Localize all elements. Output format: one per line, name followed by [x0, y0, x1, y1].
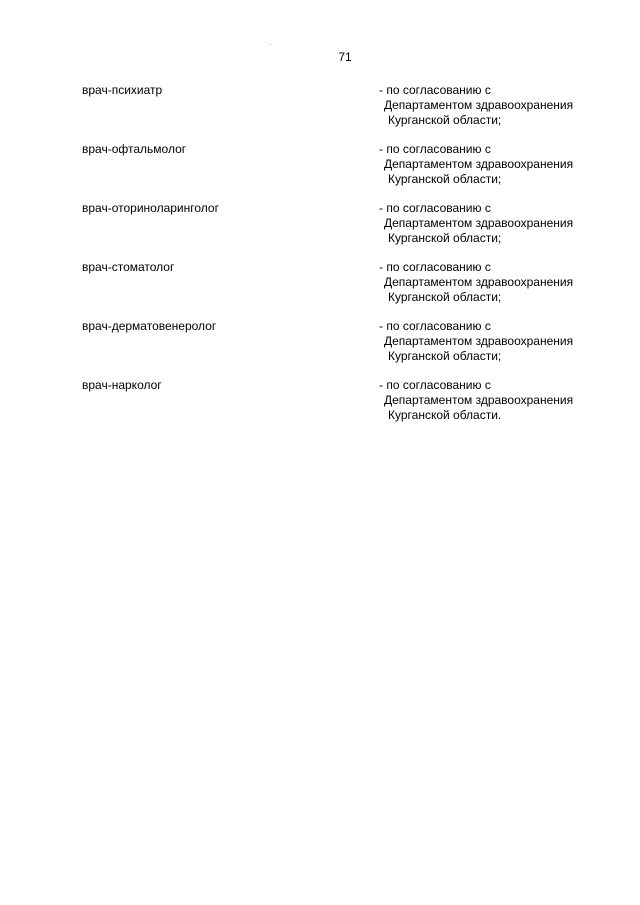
approval-line: Курганской области;: [388, 290, 502, 304]
approval-line: Курганской области;: [388, 349, 502, 363]
approval-note: [379, 142, 573, 187]
approval-line: Курганской области;: [388, 172, 502, 186]
approval-line: - по согласованию с: [379, 201, 491, 215]
approval-note: [379, 201, 573, 246]
approval-line: Департаментом здравоохранения: [384, 334, 574, 348]
approval-line: Департаментом здравоохранения: [384, 216, 574, 230]
approval-line: - по согласованию с: [379, 378, 491, 392]
specialist-list: [82, 83, 622, 437]
approval-line: Департаментом здравоохранения: [384, 275, 574, 289]
specialist-role: врач-оториноларинголог: [82, 201, 219, 215]
specialist-role: врач-дерматовенеролог: [82, 319, 217, 333]
approval-note: [379, 260, 573, 305]
approval-line: Департаментом здравоохранения: [384, 393, 574, 407]
approval-line: - по согласованию с: [379, 83, 491, 97]
list-item: [82, 319, 622, 378]
list-item: [82, 378, 622, 437]
specialist-role: врач-психиатр: [82, 83, 163, 97]
approval-line: Курганской области;: [388, 231, 502, 245]
list-item: [82, 260, 622, 319]
scan-artifact: [270, 44, 271, 45]
specialist-role: врач-стоматолог: [82, 260, 175, 274]
approval-line: Курганской области.: [388, 408, 502, 422]
page-number: 71: [338, 50, 352, 64]
approval-line: Курганской области;: [388, 113, 502, 127]
approval-line: Департаментом здравоохранения: [384, 98, 574, 112]
approval-note: [379, 83, 573, 128]
specialist-role: врач-нарколог: [82, 378, 162, 392]
specialist-role: врач-офтальмолог: [82, 142, 187, 156]
approval-note: [379, 319, 573, 364]
approval-note: [379, 378, 573, 423]
approval-line: - по согласованию с: [379, 319, 491, 333]
list-item: [82, 83, 622, 142]
list-item: [82, 142, 622, 201]
list-item: [82, 201, 622, 260]
approval-line: Департаментом здравоохранения: [384, 157, 574, 171]
approval-line: - по согласованию с: [379, 260, 491, 274]
approval-line: - по согласованию с: [379, 142, 491, 156]
